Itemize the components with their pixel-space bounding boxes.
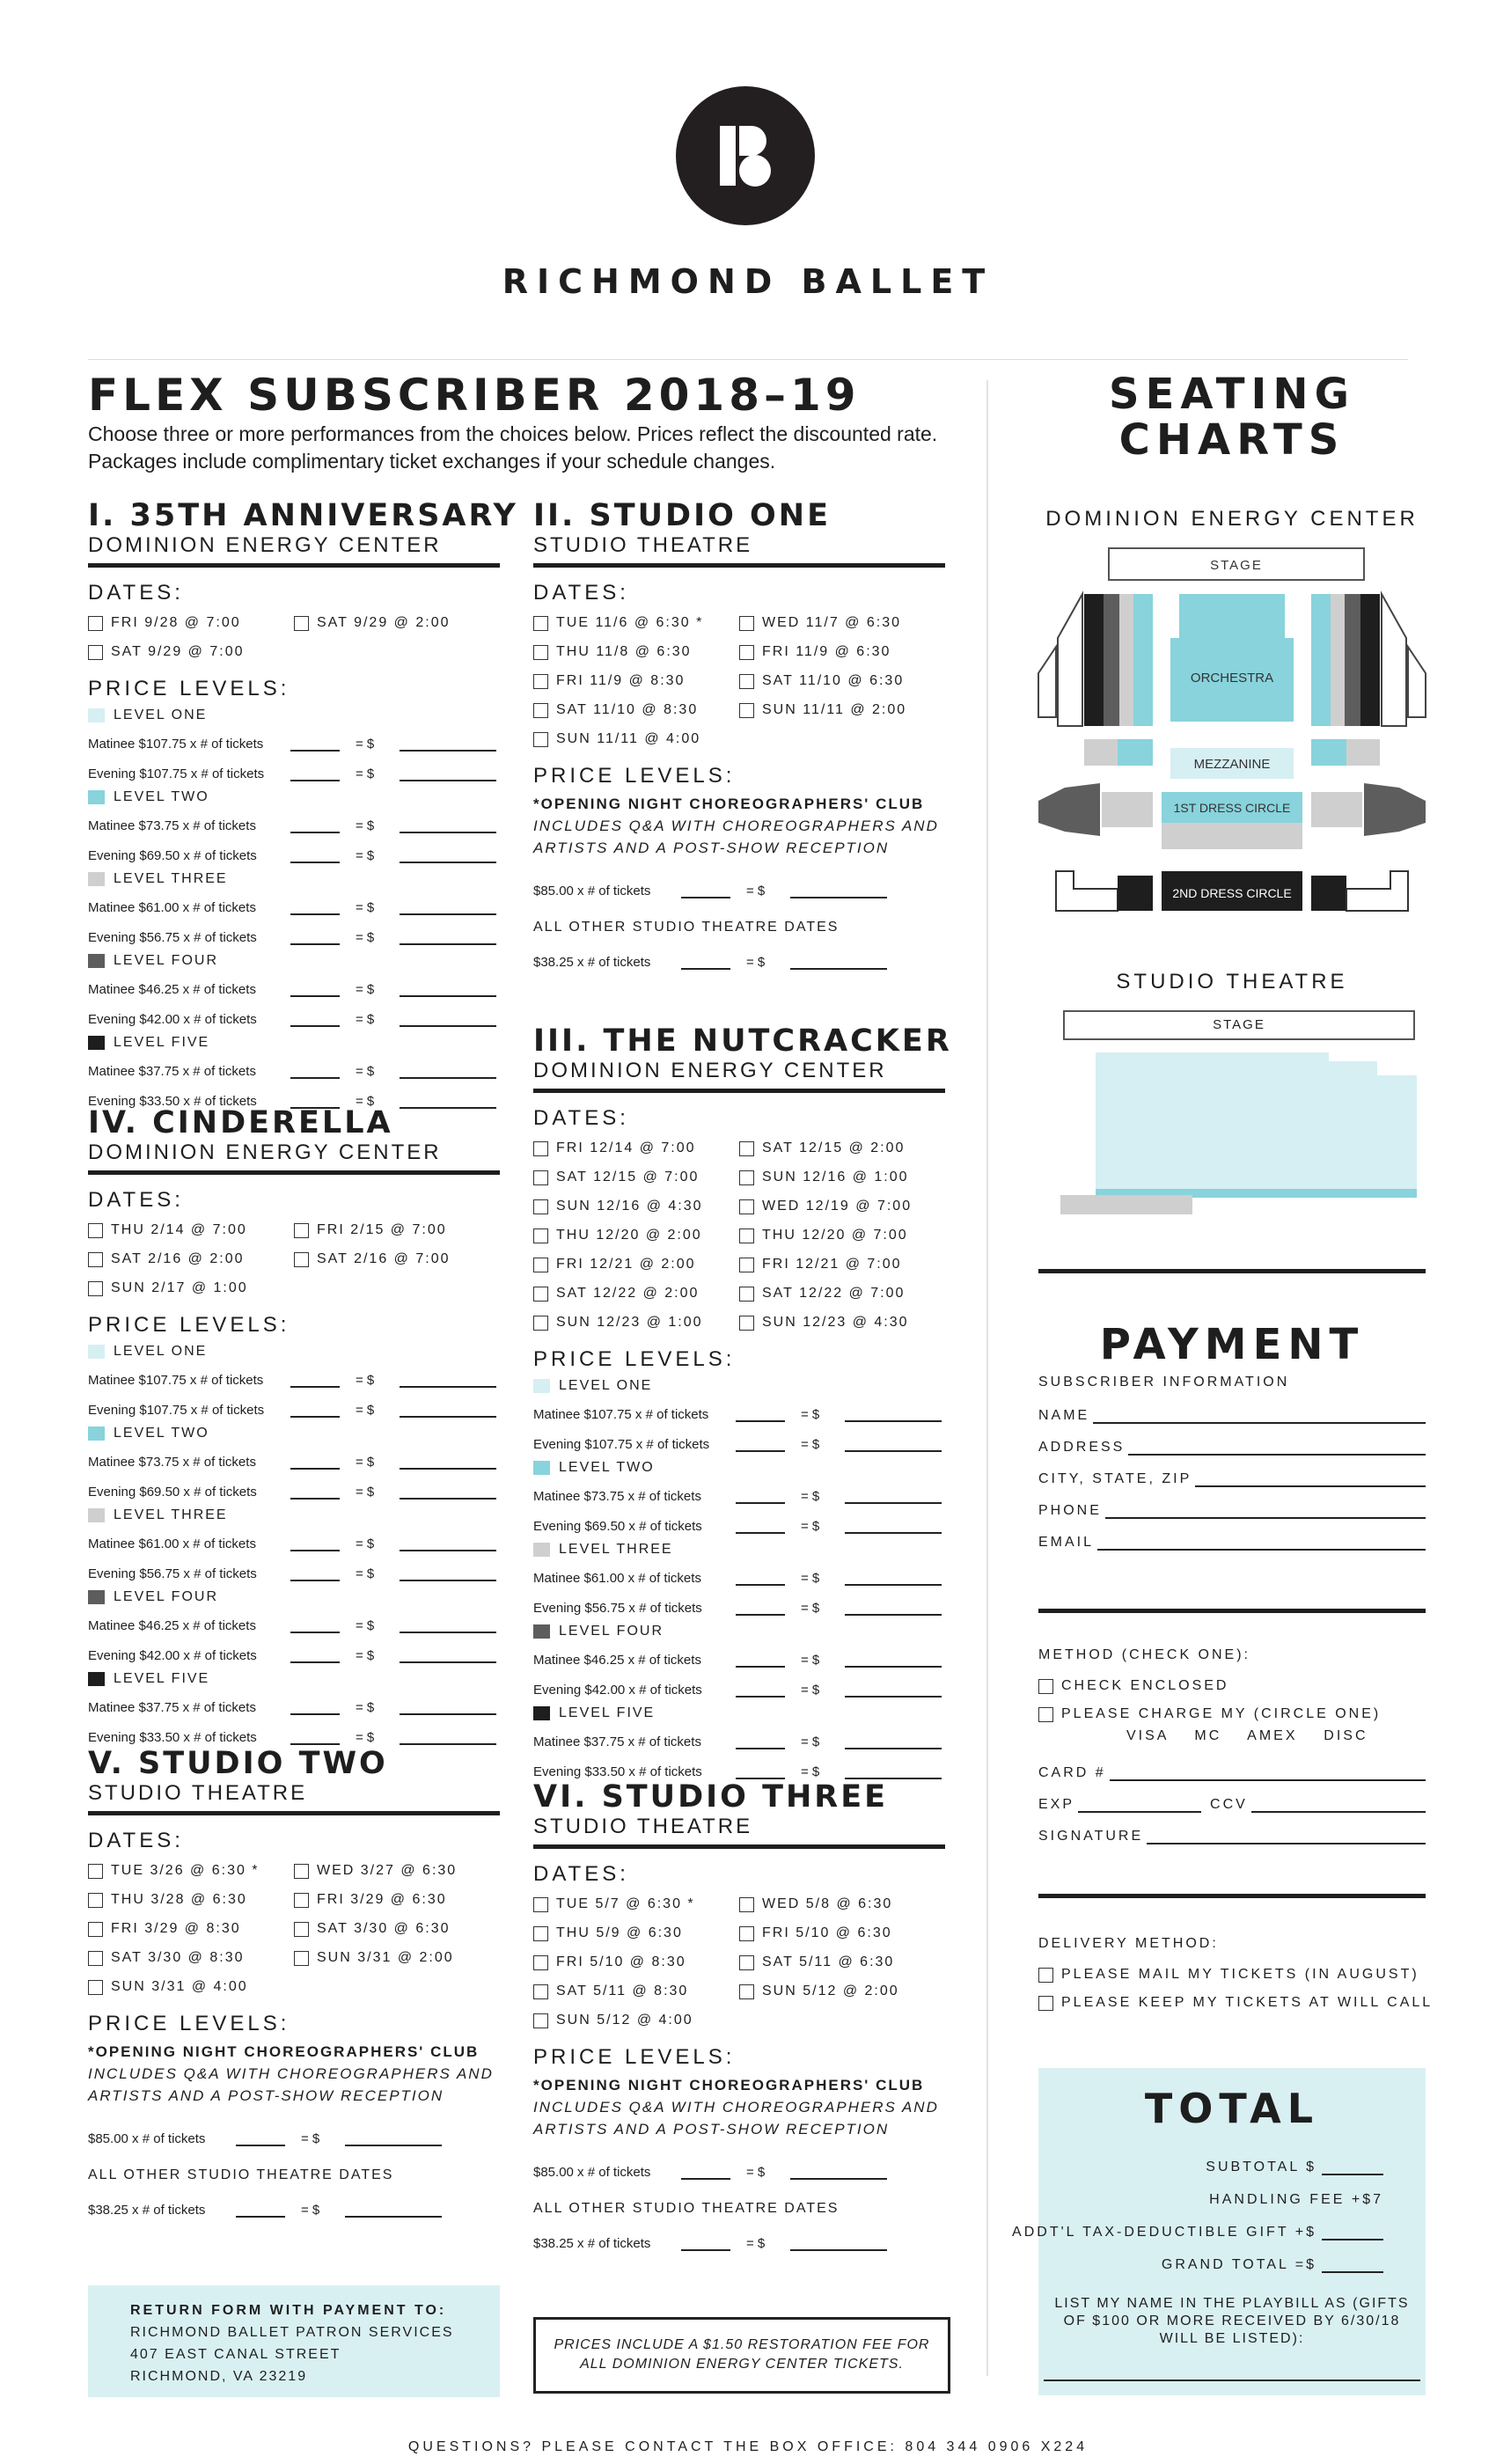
date-option[interactable]: SUN 5/12 @ 2:00: [739, 1980, 945, 2003]
date-option[interactable]: SUN 12/16 @ 4:30: [533, 1195, 739, 1218]
checkbox[interactable]: [88, 616, 103, 631]
seating-venue-2: STUDIO THEATRE: [1116, 970, 1348, 994]
level-swatch: [88, 1590, 105, 1604]
price-row[interactable]: Matinee $73.75 x # of tickets = $: [88, 807, 500, 837]
date-option[interactable]: FRI 12/14 @ 7:00: [533, 1137, 739, 1160]
checkbox[interactable]: [533, 1199, 548, 1214]
date-option[interactable]: SUN 3/31 @ 4:00: [88, 1976, 294, 1998]
card-types[interactable]: VISA MC AMEX DISC: [1126, 1728, 1368, 1743]
all-other-dates-label: ALL OTHER STUDIO THEATRE DATES: [88, 2167, 394, 2182]
date-option[interactable]: SAT 2/16 @ 2:00: [88, 1248, 294, 1271]
price-row[interactable]: Evening $56.75 x # of tickets = $: [88, 1555, 500, 1585]
charge-card-option[interactable]: PLEASE CHARGE MY (CIRCLE ONE): [1038, 1700, 1426, 1728]
payment-method: [1038, 1647, 1426, 1844]
total-title: TOTAL: [1144, 2085, 1320, 2132]
checkbox[interactable]: [533, 1984, 548, 1999]
date-option[interactable]: TUE 5/7 @ 6:30 *: [533, 1893, 739, 1916]
date-option[interactable]: WED 12/19 @ 7:00: [739, 1195, 945, 1218]
subtotal-field[interactable]: SUBTOTAL $: [1206, 2160, 1383, 2175]
price-row[interactable]: Matinee $61.00 x # of tickets = $: [533, 1559, 945, 1589]
price-row[interactable]: $38.25 x # of tickets = $: [533, 955, 945, 970]
level-swatch: [533, 1379, 550, 1393]
dates-label: DATES:: [533, 1862, 629, 1886]
price-row[interactable]: Matinee $61.00 x # of tickets = $: [88, 889, 500, 919]
price-row[interactable]: Matinee $46.25 x # of tickets = $: [88, 1607, 500, 1637]
header-divider: [88, 359, 1408, 360]
checkbox[interactable]: [88, 1252, 103, 1267]
section-nutcracker: [533, 1023, 952, 1783]
date-option[interactable]: SAT 3/30 @ 6:30: [294, 1918, 500, 1940]
payment-title: PAYMENT: [1099, 1320, 1365, 1369]
section-title: I. 35TH ANNIVERSARY: [88, 498, 518, 533]
date-option[interactable]: THU 12/20 @ 7:00: [739, 1224, 945, 1247]
checkbox[interactable]: [1038, 1707, 1053, 1722]
level-swatch: [533, 1461, 550, 1475]
dates-label: DATES:: [88, 1188, 184, 1212]
studio-seating-chart: [1060, 1052, 1421, 1216]
date-option[interactable]: THU 12/20 @ 2:00: [533, 1224, 739, 1247]
checkbox[interactable]: [739, 1228, 754, 1243]
price-row[interactable]: Matinee $73.75 x # of tickets = $: [533, 1478, 945, 1507]
total-box: [1012, 2068, 1426, 2395]
date-option[interactable]: SUN 12/16 @ 1:00: [739, 1166, 945, 1189]
opening-night-note: *OPENING NIGHT CHOREOGRAPHERS' CLUB INCLUDES Q&A WITH CHOREOGRAPHERS AND ARTISTS AND A POST-SHOW RECEPTION: [533, 2077, 939, 2138]
seating-venue-1: DOMINION ENERGY CENTER: [1045, 507, 1419, 531]
level-swatch: [88, 954, 105, 968]
checkbox[interactable]: [533, 1955, 548, 1970]
footer-contact: QUESTIONS? PLEASE CONTACT THE BOX OFFICE: 804 344 0906 X224: [407, 2439, 1089, 2454]
date-option[interactable]: SAT 5/11 @ 6:30: [739, 1951, 945, 1974]
price-level: LEVEL ONE: [88, 1342, 500, 1361]
date-option[interactable]: FRI 11/9 @ 6:30: [739, 641, 945, 664]
checkbox[interactable]: [533, 616, 548, 631]
section-cinderella: [88, 1105, 500, 1749]
price-row[interactable]: Evening $56.75 x # of tickets = $: [533, 1589, 945, 1619]
column-divider: [986, 380, 988, 2376]
checkbox[interactable]: [533, 1897, 548, 1912]
date-option[interactable]: THU 11/8 @ 6:30: [533, 641, 739, 664]
playbill-note: LIST MY NAME IN THE PLAYBILL AS (GIFTS OF $100 OR MORE RECEIVED BY 6/30/18 WILL BE LISTED):: [1054, 2296, 1410, 2346]
subscriber-info-label: SUBSCRIBER INFORMATION: [1038, 1375, 1290, 1390]
date-list: [88, 612, 500, 664]
card-number-field[interactable]: CARD #: [1038, 1749, 1426, 1781]
price-levels-label: PRICE LEVELS:: [88, 2012, 290, 2035]
checkbox[interactable]: [294, 616, 309, 631]
level-swatch: [88, 708, 105, 722]
date-option[interactable]: SUN 12/23 @ 1:00: [533, 1311, 739, 1334]
checkbox[interactable]: [294, 1252, 309, 1267]
price-row[interactable]: Evening $33.50 x # of tickets = $: [533, 1753, 945, 1783]
price-row[interactable]: Matinee $46.25 x # of tickets = $: [88, 971, 500, 1001]
check-enclosed-option[interactable]: CHECK ENCLOSED: [1038, 1672, 1426, 1700]
date-option[interactable]: FRI 5/10 @ 8:30: [533, 1951, 739, 1974]
price-level: LEVEL ONE: [88, 706, 500, 725]
price-level: LEVEL FIVE: [88, 1033, 500, 1052]
date-option[interactable]: SUN 11/11 @ 2:00: [739, 699, 945, 722]
date-option[interactable]: THU 5/9 @ 6:30: [533, 1922, 739, 1945]
phone-field[interactable]: PHONE: [1038, 1487, 1426, 1519]
section-venue: DOMINION ENERGY CENTER: [88, 1140, 500, 1175]
checkbox[interactable]: [739, 1141, 754, 1156]
price-row[interactable]: Evening $42.00 x # of tickets = $: [88, 1001, 500, 1030]
checkbox[interactable]: [533, 1170, 548, 1185]
level-swatch: [88, 1672, 105, 1686]
first-dress-circle-label: 1ST DRESS CIRCLE: [1173, 801, 1291, 815]
opening-night-note: *OPENING NIGHT CHOREOGRAPHERS' CLUB INCLUDES Q&A WITH CHOREOGRAPHERS AND ARTISTS AND A POST-SHOW RECEPTION: [88, 2043, 494, 2104]
date-option[interactable]: TUE 3/26 @ 6:30 *: [88, 1859, 294, 1882]
checkbox[interactable]: [88, 1281, 103, 1296]
date-option[interactable]: SAT 12/15 @ 2:00: [739, 1137, 945, 1160]
price-level: LEVEL THREE: [533, 1540, 945, 1559]
seating-title: SEATING CHARTS: [1109, 370, 1355, 465]
checkbox[interactable]: [88, 645, 103, 660]
price-level: LEVEL FOUR: [88, 951, 500, 971]
return-title: RETURN FORM WITH PAYMENT TO:: [130, 2303, 447, 2318]
rb-monogram-icon: [676, 86, 815, 225]
checkbox[interactable]: [294, 1951, 309, 1966]
level-swatch: [88, 872, 105, 886]
level-swatch: [533, 1706, 550, 1720]
gift-field[interactable]: ADDT'L TAX-DEDUCTIBLE GIFT +$: [1012, 2225, 1383, 2240]
city-state-zip-field[interactable]: CITY, STATE, ZIP: [1038, 1456, 1426, 1487]
price-levels-label: PRICE LEVELS:: [533, 2045, 736, 2069]
price-list: [533, 1376, 945, 1783]
grand-total-field[interactable]: GRAND TOTAL =$: [1162, 2257, 1383, 2273]
date-option[interactable]: SAT 12/15 @ 7:00: [533, 1166, 739, 1189]
date-option[interactable]: SAT 5/11 @ 8:30: [533, 1980, 739, 2003]
checkbox[interactable]: [533, 674, 548, 689]
dominion-seating-chart: [1030, 541, 1434, 928]
level-swatch: [88, 1036, 105, 1050]
checkbox[interactable]: [1038, 1996, 1053, 2011]
date-option[interactable]: SAT 12/22 @ 7:00: [739, 1282, 945, 1305]
checkbox[interactable]: [739, 616, 754, 631]
handling-fee: HANDLING FEE +$7: [1209, 2192, 1383, 2207]
price-levels-label: PRICE LEVELS:: [88, 677, 290, 700]
level-swatch: [533, 1543, 550, 1557]
date-option[interactable]: FRI 2/15 @ 7:00: [294, 1219, 500, 1242]
date-option[interactable]: FRI 3/29 @ 8:30: [88, 1918, 294, 1940]
delivery-divider: [1038, 1894, 1426, 1898]
payment-divider: [1038, 1269, 1426, 1273]
section-title: IV. CINDERELLA: [88, 1105, 393, 1140]
checkbox[interactable]: [739, 1984, 754, 1999]
checkbox[interactable]: [533, 1258, 548, 1272]
checkbox[interactable]: [294, 1864, 309, 1879]
mail-tickets-option[interactable]: PLEASE MAIL MY TICKETS (IN AUGUST): [1038, 1961, 1426, 1989]
checkbox[interactable]: [88, 1951, 103, 1966]
second-dress-circle-label: 2ND DRESS CIRCLE: [1172, 886, 1292, 900]
checkbox[interactable]: [533, 1926, 548, 1941]
checkbox[interactable]: [533, 703, 548, 718]
checkbox[interactable]: [739, 1170, 754, 1185]
checkbox[interactable]: [533, 2013, 548, 2028]
date-option[interactable]: SAT 9/29 @ 2:00: [294, 612, 500, 634]
price-row[interactable]: Matinee $73.75 x # of tickets = $: [88, 1443, 500, 1473]
date-option[interactable]: WED 5/8 @ 6:30: [739, 1893, 945, 1916]
price-list: [88, 1342, 500, 1749]
section-title: II. STUDIO ONE: [533, 498, 831, 533]
date-list: [533, 1137, 945, 1334]
price-row[interactable]: Matinee $37.75 x # of tickets = $: [533, 1723, 945, 1753]
dates-label: DATES:: [88, 1829, 184, 1852]
price-row[interactable]: Evening $42.00 x # of tickets = $: [88, 1637, 500, 1667]
date-option[interactable]: WED 11/7 @ 6:30: [739, 612, 945, 634]
checkbox[interactable]: [533, 732, 548, 747]
price-row[interactable]: Matinee $107.75 x # of tickets = $: [533, 1396, 945, 1426]
section-title: VI. STUDIO THREE: [533, 1779, 889, 1815]
page-title: FLEX SUBSCRIBER 2018–19: [88, 370, 861, 421]
checkbox[interactable]: [739, 1287, 754, 1302]
checkbox[interactable]: [533, 1228, 548, 1243]
price-level: LEVEL ONE: [533, 1376, 945, 1396]
price-level: LEVEL TWO: [533, 1458, 945, 1478]
price-row[interactable]: Evening $69.50 x # of tickets = $: [88, 1473, 500, 1503]
level-swatch: [88, 1345, 105, 1359]
section-title: V. STUDIO TWO: [88, 1746, 388, 1781]
price-levels-label: PRICE LEVELS:: [533, 1347, 736, 1371]
price-level: LEVEL FIVE: [533, 1704, 945, 1723]
checkbox[interactable]: [533, 1141, 548, 1156]
section-studio-one: [533, 498, 945, 970]
price-row[interactable]: Matinee $46.25 x # of tickets = $: [533, 1641, 945, 1671]
playbill-name-field[interactable]: [1044, 2380, 1420, 2381]
price-level: LEVEL THREE: [88, 869, 500, 889]
level-swatch: [88, 1508, 105, 1522]
price-row[interactable]: $85.00 x # of tickets = $: [88, 2131, 500, 2146]
checkbox[interactable]: [739, 1955, 754, 1970]
section-studio-three: [533, 1779, 945, 2251]
checkbox[interactable]: [739, 703, 754, 718]
price-row[interactable]: Evening $69.50 x # of tickets = $: [533, 1507, 945, 1537]
date-option[interactable]: SAT 9/29 @ 7:00: [88, 641, 294, 664]
price-row[interactable]: Evening $107.75 x # of tickets = $: [88, 755, 500, 785]
dates-label: DATES:: [533, 1106, 629, 1130]
price-levels-label: PRICE LEVELS:: [88, 1313, 290, 1337]
date-option[interactable]: SAT 11/10 @ 8:30: [533, 699, 739, 722]
checkbox[interactable]: [739, 1258, 754, 1272]
date-option[interactable]: TUE 11/6 @ 6:30 *: [533, 612, 739, 634]
price-row[interactable]: $85.00 x # of tickets = $: [533, 2165, 945, 2180]
stage-label: STAGE: [1210, 558, 1263, 573]
name-field[interactable]: NAME: [1038, 1392, 1426, 1424]
method-divider: [1038, 1609, 1426, 1613]
date-list: [88, 1859, 500, 1998]
studio-stage: STAGE: [1063, 1010, 1415, 1040]
checkbox[interactable]: [739, 1897, 754, 1912]
price-row[interactable]: Matinee $107.75 x # of tickets = $: [88, 725, 500, 755]
date-option[interactable]: FRI 3/29 @ 6:30: [294, 1888, 500, 1911]
date-option[interactable]: SAT 11/10 @ 6:30: [739, 670, 945, 693]
date-option[interactable]: SAT 3/30 @ 8:30: [88, 1947, 294, 1969]
section-venue: DOMINION ENERGY CENTER: [88, 533, 500, 568]
date-option[interactable]: THU 2/14 @ 7:00: [88, 1219, 294, 1242]
price-level: LEVEL FOUR: [88, 1588, 500, 1607]
price-row[interactable]: Evening $42.00 x # of tickets = $: [533, 1671, 945, 1701]
level-swatch: [533, 1624, 550, 1639]
date-option[interactable]: SUN 2/17 @ 1:00: [88, 1277, 294, 1300]
checkbox[interactable]: [294, 1223, 309, 1238]
dates-label: DATES:: [533, 581, 629, 605]
checkbox[interactable]: [739, 1926, 754, 1941]
section-35th-anniversary: [88, 498, 518, 1112]
price-levels-label: PRICE LEVELS:: [533, 764, 736, 788]
price-list: [88, 706, 500, 1112]
price-row[interactable]: Evening $33.50 x # of tickets = $: [88, 1082, 500, 1112]
checkbox[interactable]: [88, 1893, 103, 1908]
mezzanine-label: MEZZANINE: [1193, 757, 1271, 772]
checkbox[interactable]: [294, 1922, 309, 1937]
level-swatch: [88, 1426, 105, 1441]
date-option[interactable]: SUN 11/11 @ 4:00: [533, 728, 739, 751]
date-option[interactable]: FRI 9/28 @ 7:00: [88, 612, 294, 634]
checkbox[interactable]: [1038, 1968, 1053, 1983]
section-title: III. THE NUTCRACKER: [533, 1023, 952, 1059]
intro-text: Choose three or more performances from the choices below. Prices reflect the discounted rate. Packages include complimentary ticket exchanges if your schedule changes.: [88, 422, 938, 473]
price-level: LEVEL TWO: [88, 788, 500, 807]
checkbox[interactable]: [1038, 1679, 1053, 1694]
checkbox[interactable]: [88, 1922, 103, 1937]
section-venue: STUDIO THEATRE: [533, 533, 945, 568]
signature-field[interactable]: SIGNATURE: [1038, 1813, 1426, 1844]
date-option[interactable]: FRI 12/21 @ 2:00: [533, 1253, 739, 1276]
price-row[interactable]: Evening $107.75 x # of tickets = $: [533, 1426, 945, 1456]
section-venue: STUDIO THEATRE: [88, 1781, 500, 1815]
price-row[interactable]: Matinee $37.75 x # of tickets = $: [88, 1052, 500, 1082]
checkbox[interactable]: [88, 1864, 103, 1879]
subscriber-form: [1038, 1375, 1426, 1551]
price-level: LEVEL FOUR: [533, 1622, 945, 1641]
orchestra-label: ORCHESTRA: [1190, 671, 1274, 686]
price-row[interactable]: Matinee $37.75 x # of tickets = $: [88, 1689, 500, 1719]
price-row[interactable]: Evening $69.50 x # of tickets = $: [88, 837, 500, 867]
date-option[interactable]: SUN 12/23 @ 4:30: [739, 1311, 945, 1334]
date-option[interactable]: FRI 12/21 @ 7:00: [739, 1253, 945, 1276]
dates-label: DATES:: [88, 581, 184, 605]
level-swatch: [88, 790, 105, 804]
date-option[interactable]: WED 3/27 @ 6:30: [294, 1859, 500, 1882]
checkbox[interactable]: [88, 1223, 103, 1238]
will-call-option[interactable]: PLEASE KEEP MY TICKETS AT WILL CALL: [1038, 1989, 1426, 2017]
delivery-method: [1038, 1936, 1434, 2017]
price-row[interactable]: Matinee $61.00 x # of tickets = $: [88, 1525, 500, 1555]
delivery-label: DELIVERY METHOD:: [1038, 1936, 1219, 1951]
date-option[interactable]: SUN 3/31 @ 2:00: [294, 1947, 500, 1969]
date-list: [533, 612, 945, 751]
address-field[interactable]: ADDRESS: [1038, 1424, 1426, 1456]
checkbox[interactable]: [533, 1287, 548, 1302]
price-row[interactable]: Evening $33.50 x # of tickets = $: [88, 1719, 500, 1749]
price-row[interactable]: $38.25 x # of tickets = $: [88, 2203, 500, 2218]
date-option[interactable]: FRI 11/9 @ 8:30: [533, 670, 739, 693]
date-option[interactable]: SUN 5/12 @ 4:00: [533, 2009, 739, 2032]
return-address-box: RETURN FORM WITH PAYMENT TO: RICHMOND BALLET PATRON SERVICES 407 EAST CANAL STREET RICHMOND, VA 23219: [88, 2285, 500, 2397]
price-row[interactable]: $38.25 x # of tickets = $: [533, 2236, 945, 2251]
section-studio-two: [88, 1746, 500, 2218]
section-venue: STUDIO THEATRE: [533, 1815, 945, 1849]
date-option[interactable]: FRI 5/10 @ 6:30: [739, 1922, 945, 1945]
price-level: LEVEL THREE: [88, 1506, 500, 1525]
brand-name: RICHMOND BALLET: [502, 262, 994, 301]
all-other-dates-label: ALL OTHER STUDIO THEATRE DATES: [533, 920, 840, 935]
price-row[interactable]: Evening $56.75 x # of tickets = $: [88, 919, 500, 949]
exp-ccv-field[interactable]: EXP CCV: [1038, 1781, 1426, 1813]
section-venue: DOMINION ENERGY CENTER: [533, 1059, 945, 1093]
date-list: [88, 1219, 500, 1300]
date-option[interactable]: SAT 2/16 @ 7:00: [294, 1248, 500, 1271]
method-label: METHOD (CHECK ONE):: [1038, 1647, 1250, 1662]
checkbox[interactable]: [533, 1316, 548, 1331]
opening-night-note: *OPENING NIGHT CHOREOGRAPHERS' CLUB INCLUDES Q&A WITH CHOREOGRAPHERS AND ARTISTS AND A POST-SHOW RECEPTION: [533, 796, 939, 856]
richmond-ballet-logo: [676, 86, 815, 225]
date-option[interactable]: SAT 12/22 @ 2:00: [533, 1282, 739, 1305]
date-option[interactable]: THU 3/28 @ 6:30: [88, 1888, 294, 1911]
checkbox[interactable]: [88, 1980, 103, 1995]
restoration-fee-note: PRICES INCLUDE A $1.50 RESTORATION FEE FOR ALL DOMINION ENERGY CENTER TICKETS.: [533, 2317, 950, 2394]
checkbox[interactable]: [739, 1199, 754, 1214]
price-row[interactable]: Matinee $107.75 x # of tickets = $: [88, 1361, 500, 1391]
date-list: [533, 1893, 945, 2032]
price-level: LEVEL FIVE: [88, 1669, 500, 1689]
all-other-dates-label: ALL OTHER STUDIO THEATRE DATES: [533, 2201, 840, 2216]
checkbox[interactable]: [294, 1893, 309, 1908]
price-row[interactable]: Evening $107.75 x # of tickets = $: [88, 1391, 500, 1421]
checkbox[interactable]: [739, 645, 754, 660]
checkbox[interactable]: [739, 674, 754, 689]
email-field[interactable]: EMAIL: [1038, 1519, 1426, 1551]
checkbox[interactable]: [739, 1316, 754, 1331]
price-level: LEVEL TWO: [88, 1424, 500, 1443]
price-row[interactable]: $85.00 x # of tickets = $: [533, 884, 945, 898]
checkbox[interactable]: [533, 645, 548, 660]
